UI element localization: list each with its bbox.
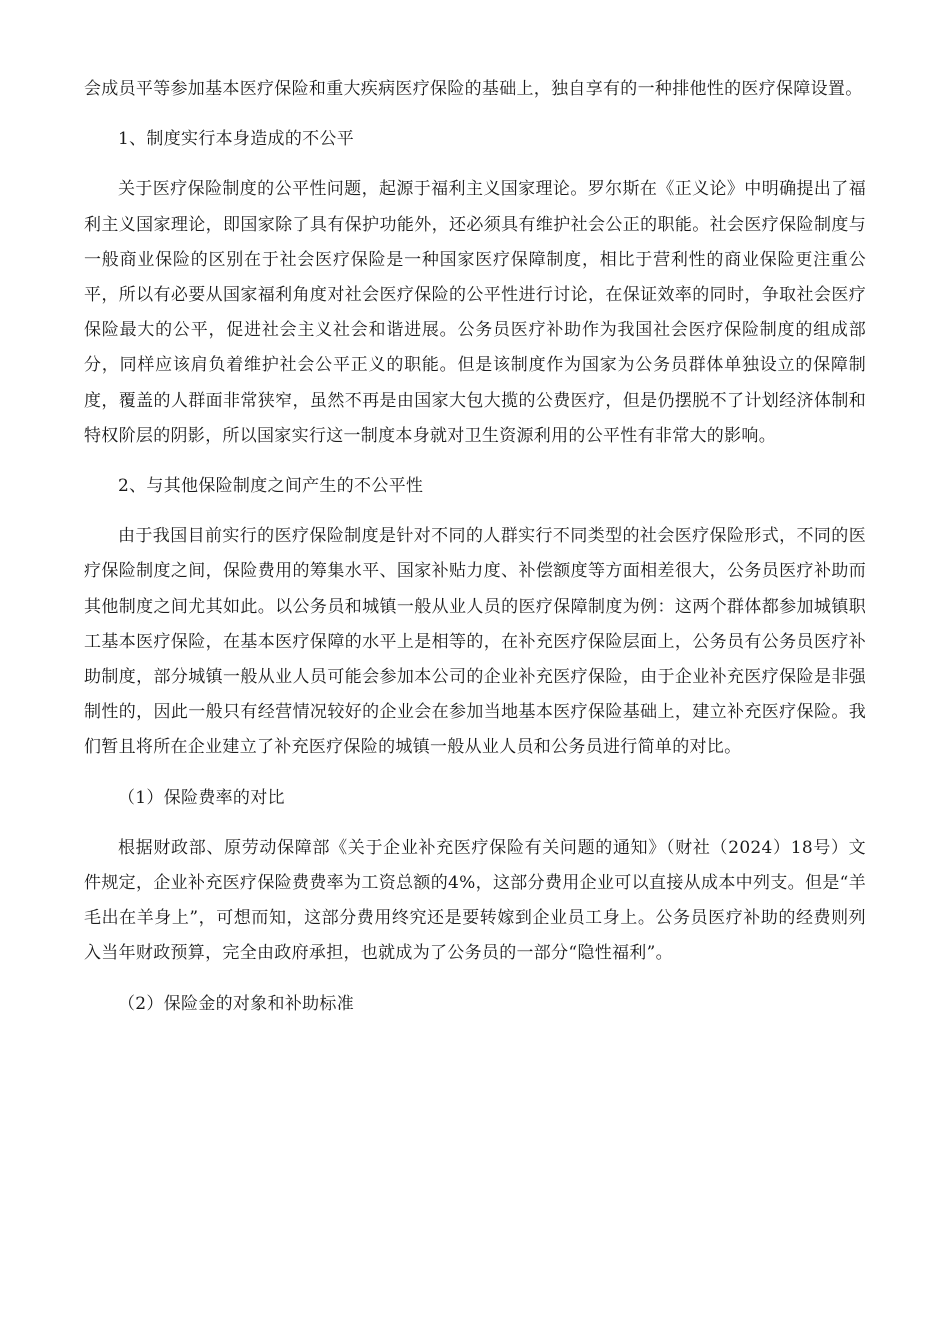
continuation-paragraph: 会成员平等参加基本医疗保险和重大疾病医疗保险的基础上，独自享有的一种排他性的医疗保障设置。: [84, 79, 863, 99]
spacer: [84, 454, 866, 469]
section-2-heading: 2、与其他保险制度之间产生的不公平性: [118, 476, 424, 497]
subsection-1-heading: （1）保险费率的对比: [118, 787, 285, 808]
spacer: [84, 157, 866, 172]
spacer: [84, 816, 866, 831]
spacer: [84, 107, 866, 122]
subsection-2-heading: （2）保险金的对象和补助标准: [118, 993, 355, 1014]
section-1-heading: 1、制度实行本身造成的不公平: [118, 129, 355, 150]
section-1-paragraph: 关于医疗保险制度的公平性问题，起源于福利主义国家理论。罗尔斯在《正义论》中明确提出了福利主义国家理论，即国家除了具有保护功能外，还必须具有维护社会公正的职能。社会医疗保险制度与一般商业保险的区别在于社会医疗保险是一种国家医疗保障制度，相比于营利性的商业保险更注重公平，所以有必要从国家福利角度对社会医疗保险的公平性进行讨论，在保证效率的同时，争取社会医疗保险最大的公平，促进社会主义社会和谐进展。公务员医疗补助作为我国社会医疗保险制度的组成部分，同样应该肩负着维护社会公平正义的职能。但是该制度作为国家为公务员群体单独设立的保障制度，覆盖的人群面非常狭窄，虽然不再是由国家大包大揽的公费医疗，但是仍摆脱不了计划经济体制和特权阶层的阴影，所以国家实行这一制度本身就对卫生资源利用的公平性有非常大的影响。: [84, 179, 866, 446]
section-2-paragraph: 由于我国目前实行的医疗保险制度是针对不同的人群实行不同类型的社会医疗保险形式，不同的医疗保险制度之间，保险费用的筹集水平、国家补贴力度、补偿额度等方面相差很大，公务员医疗补助而其他制度之间尤其如此。以公务员和城镇一般从业人员的医疗保障制度为例：这两个群体都参加城镇职工基本医疗保险，在基本医疗保障的水平上是相等的，在补充医疗保险层面上，公务员有公务员医疗补助制度，部分城镇一般从业人员可能会参加本公司的企业补充医疗保险，由于企业补充医疗保险是非强制性的，因此一般只有经营情况较好的企业会在参加当地基本医疗保险基础上，建立补充医疗保险。我们暂且将所在企业建立了补充医疗保险的城镇一般从业人员和公务员进行简单的对比。: [84, 526, 866, 758]
spacer: [84, 766, 866, 781]
document-page: [84, 72, 866, 1022]
spacer: [84, 972, 866, 987]
spacer: [84, 504, 866, 519]
subsection-1-paragraph: 根据财政部、原劳动保障部《关于企业补充医疗保险有关问题的通知》（财社（2024）18号）文件规定，企业补充医疗保险费费率为工资总额的4%，这部分费用企业可以直接从成本中列支。但是“羊毛出在羊身上”，可想而知，这部分费用终究还是要转嫁到企业员工身上。公务员医疗补助的经费则列入当年财政预算，完全由政府承担，也就成为了公务员的一部分“隐性福利”。: [84, 837, 866, 964]
